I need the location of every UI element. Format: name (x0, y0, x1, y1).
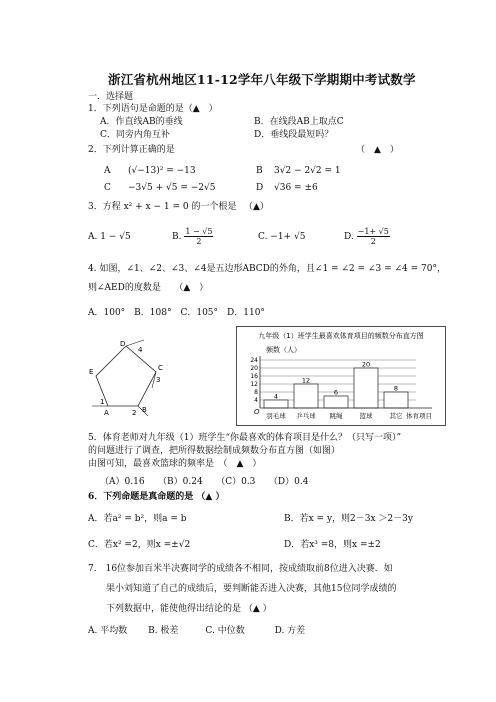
question-2-option-b-expression: 3√2 − 2√2 = 1 (274, 166, 341, 176)
question-6-option-c: C．若x² =2，则x =±√2 (88, 540, 191, 550)
vertex-label-a: A (104, 409, 109, 417)
question-2-option-d-label: D (256, 183, 264, 193)
pentagon-figure (86, 334, 176, 420)
question-1-stem: 1．下列语句是命题的是（▲ ） (88, 104, 218, 114)
question-2-option-a-label: A (104, 166, 111, 176)
question-3-option-b-label: B. (172, 232, 182, 242)
question-3-option-b-numerator: 1 − √5 (185, 227, 213, 236)
vertex-label-b: B (142, 406, 147, 414)
vertex-label-e: E (89, 368, 94, 376)
question-7-stem-question: 下列数据中，能使他得出结论的是 （▲ ） (106, 604, 272, 614)
chart-bar (354, 368, 378, 408)
question-6-option-d: D．若x³ =8，则x =±2 (284, 540, 381, 550)
question-3-option-a: A. 1 − √5 (88, 232, 131, 242)
chart-title: 九年级（1）班学生最喜欢体育项目的频数分布直方图 (258, 332, 424, 340)
chart-data-label: 4 (273, 392, 279, 401)
chart-y-tick-label: 4 (254, 397, 258, 405)
question-2-stem: 2．下列计算正确的是 (88, 145, 175, 155)
question-5-stem: 5．体育老师对九年级（1）班学生“你最喜欢的体育项目是什么？（只写一项）” (88, 433, 402, 443)
chart-x-axis-label: 体育项目 (406, 412, 432, 420)
question-3-option-d-label: D. (344, 232, 354, 242)
question-5-stem-continued: 的问题进行了调查，把所得数据绘制成频数分布直方图（如图） (88, 446, 341, 456)
question-3-stem: 3．方程 x² + x − 1 = 0 的一个根是 (88, 202, 237, 212)
question-2-option-c-label: C (104, 183, 111, 193)
question-5-stem-question: 由图可知，最喜欢篮球的频率是 （ ▲ ） (88, 459, 262, 469)
chart-data-label: 12 (301, 376, 311, 385)
vertex-label-c: C (158, 364, 163, 372)
chart-y-tick-label: 16 (250, 373, 258, 381)
question-3-option-d (344, 227, 390, 246)
question-2-answer-mark: （ ▲ ） (356, 145, 399, 155)
question-1-option-b: B．在线段AB上取点C (254, 117, 344, 127)
chart-data-label: 8 (393, 384, 399, 393)
chart-x-tick-label: 跳绳 (329, 412, 343, 420)
chart-bar (264, 400, 288, 408)
question-2-option-b-label: B (256, 166, 263, 176)
question-2-option-d-expression: √36 = ±6 (274, 183, 318, 193)
angle-label-2: 2 (132, 409, 137, 417)
question-3-option-d-numerator: −1+ √5 (357, 227, 389, 236)
question-3-option-b-fraction (184, 227, 213, 246)
question-6-option-b: B．若x = y，则2－3x ＞2－3y (284, 514, 413, 524)
question-4-options: A．100° B．108° C．105° D．110° (88, 308, 265, 318)
section-heading: 一．选择题 (88, 92, 134, 102)
question-6-stem: 6．下列命题是真命题的是 （▲ ） (88, 492, 225, 502)
chart-x-tick-label: 其它 (389, 412, 403, 420)
chart-x-tick-label: 乒乓球 (296, 412, 316, 420)
angle-label-4: 4 (138, 346, 143, 354)
chart-y-tick-label: 8 (254, 389, 258, 397)
chart-x-tick-label: 羽毛球 (266, 412, 286, 420)
question-5-options: （A）0.16 （B）0.24 （C）0.3 （D）0.4 (100, 477, 309, 487)
question-2-option-a-expression: (√−13)² = −13 (128, 166, 196, 176)
question-3-option-d-denominator: 2 (370, 237, 376, 246)
angle-label-3: 3 (156, 376, 161, 384)
question-2-option-c-expression: −3√5 + √5 = −2√5 (128, 183, 216, 193)
question-3-option-d-fraction (357, 227, 390, 246)
chart-y-tick-label: 20 (250, 365, 258, 373)
pentagon-edges (96, 346, 156, 406)
question-3-option-c: C. −1+ √5 (258, 232, 306, 242)
question-4-stem-continued: 则∠AED的度数是 （▲ ） (88, 283, 209, 293)
question-1-option-d: D．垂线段最短吗？ (254, 130, 334, 140)
chart-y-axis-label: 频数（人） (266, 346, 301, 354)
question-7-options: A. 平均数 B. 极差 C. 中位数 D. 方差 (88, 626, 306, 636)
question-3-option-b (172, 227, 213, 246)
frequency-histogram (236, 326, 446, 426)
chart-x-tick-label: 篮球 (359, 412, 373, 420)
chart-bar (294, 384, 318, 408)
question-4-stem: 4. 如图，∠1、∠2、∠3、∠4是五边形ABCD的外角，且∠1 = ∠2 = ∠3 = ∠4 = 70°， (88, 264, 446, 274)
question-3-option-b-denominator: 2 (196, 237, 202, 246)
chart-data-label: 6 (333, 388, 339, 397)
chart-data-label: 20 (361, 360, 371, 369)
chart-origin-label: O (254, 408, 260, 416)
question-3-answer-mark: （▲） (244, 202, 269, 212)
angle-label-1: 1 (100, 398, 105, 406)
vertex-label-d: D (120, 340, 126, 348)
chart-y-tick-label: 12 (250, 381, 258, 389)
page-title: 浙江省杭州地区11-12学年八年级下学期期中考试数学 (108, 72, 416, 87)
question-1-option-a: A．作直线AB的垂线 (100, 117, 183, 127)
question-7-stem: 7. 16位参加百米半决赛同学的成绩各不相同，按成绩取前8位进入决赛．如 (88, 564, 393, 574)
chart-y-tick-label: 24 (250, 357, 258, 365)
chart-bar (384, 392, 408, 408)
question-7-stem-continued: 果小刘知道了自己的成绩后，要判断能否进入决赛，其他15位同学成绩的 (106, 584, 397, 594)
chart-bar (324, 396, 348, 408)
question-6-option-a: A．若a² = b²，则a = b (88, 514, 187, 524)
question-1-option-c: C．同旁内角互补 (100, 130, 170, 140)
